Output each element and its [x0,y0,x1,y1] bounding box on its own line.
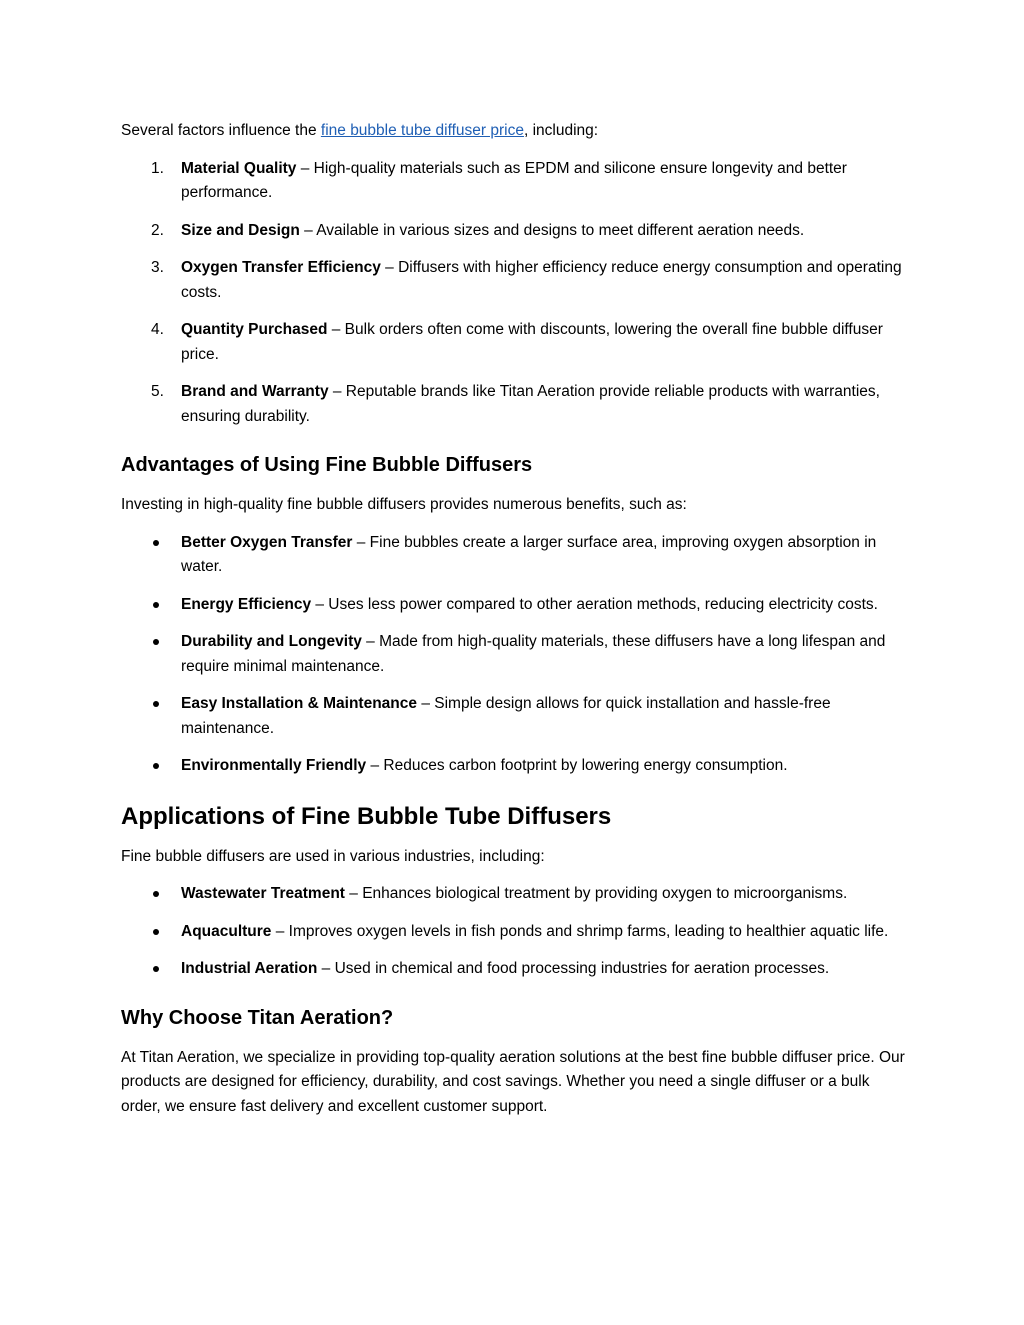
list-number: 4. [151,321,164,338]
bullet-icon [153,891,159,897]
applications-list [121,882,906,982]
item-description: – Bulk orders often come with discounts, lowering the overall fine bubble diffuser price. [181,321,883,363]
item-description: – Available in various sizes and designs to meet different aeration needs. [299,221,805,239]
item-term: Easy Installation & Maintenance [181,695,418,712]
list-item [121,754,906,779]
item-description: – Enhances biological treatment by providing oxygen to microorganisms. [344,885,848,902]
item-term: Material Quality [181,159,297,177]
item-term: Better Oxygen Transfer [181,533,353,551]
list-item [121,157,906,206]
bullet-icon [153,966,159,972]
item-term: Energy Efficiency [181,595,312,613]
bullet-icon [153,929,159,935]
item-description: – Diffusers with higher efficiency reduce energy consumption and operating costs. [181,259,902,301]
item-term: Quantity Purchased [181,321,328,338]
list-item [121,531,906,580]
item-description: – Simple design allows for quick installation and hassle-free maintenance. [181,695,831,737]
intro-text-after: , including: [523,122,599,139]
advantages-heading: Advantages of Using Fine Bubble Diffusers [121,454,533,476]
price-link[interactable]: fine bubble tube diffuser price [320,122,524,139]
list-number: 5. [151,383,164,400]
advantages-intro: Investing in high-quality fine bubble diffusers provides numerous benefits, such as: [121,496,687,513]
list-item [121,318,906,367]
list-item [121,380,906,429]
item-description: – Uses less power compared to other aeration methods, reducing electricity costs. [311,595,878,613]
list-item [121,593,906,618]
bullet-icon [153,763,159,769]
item-description: – Reduces carbon footprint by lowering energy consumption. [366,757,788,774]
list-item [121,692,906,741]
list-item [121,219,906,244]
list-item [121,256,906,305]
list-item [121,630,906,679]
list-item [121,882,906,907]
list-item [121,957,906,982]
item-term: Industrial Aeration [181,960,318,977]
item-description: – High-quality materials such as EPDM and silicone ensure longevity and better performance. [181,159,847,201]
item-term: Aquaculture [181,922,272,940]
item-term: Oxygen Transfer Efficiency [181,259,381,276]
advantages-list [121,531,906,779]
item-description: – Used in chemical and food processing industries for aeration processes. [317,960,830,977]
item-description: – Reputable brands like Titan Aeration provide reliable products with warranties, ensuring durability. [181,383,880,425]
applications-intro: Fine bubble diffusers are used in various industries, including: [121,847,545,865]
intro-paragraph [121,119,906,144]
factors-list [121,157,906,430]
item-term: Brand and Warranty [181,383,329,400]
item-term: Durability and Longevity [181,633,362,650]
list-number: 1. [151,159,164,177]
item-description: – Improves oxygen levels in fish ponds and shrimp farms, leading to healthier aquatic life. [271,922,889,940]
item-term: Environmentally Friendly [181,757,367,774]
item-term: Size and Design [181,221,300,239]
list-number: 2. [151,221,164,239]
bullet-icon [153,540,159,546]
item-term: Wastewater Treatment [181,885,345,902]
bullet-icon [153,602,159,608]
intro-text-before: Several factors influence the [121,122,321,139]
list-number: 3. [151,259,164,276]
why-heading: Why Choose Titan Aeration? [121,1006,394,1029]
item-description: – Made from high-quality materials, these diffusers have a long lifespan and require minimal maintenance. [181,633,886,675]
list-item [121,920,906,945]
why-paragraph: At Titan Aeration, we specialize in providing top-quality aeration solutions at the best fine bubble diffuser price. Our products are designed for efficiency, durability, and cost savings. Whether you need a single diffuser or a bulk order, we ensure fast delivery and excellent customer support. [121,1048,905,1115]
bullet-icon [153,639,159,645]
item-description: – Fine bubbles create a larger surface area, improving oxygen absorption in water. [181,533,877,575]
applications-heading: Applications of Fine Bubble Tube Diffusers [121,802,612,830]
bullet-icon [153,701,159,707]
